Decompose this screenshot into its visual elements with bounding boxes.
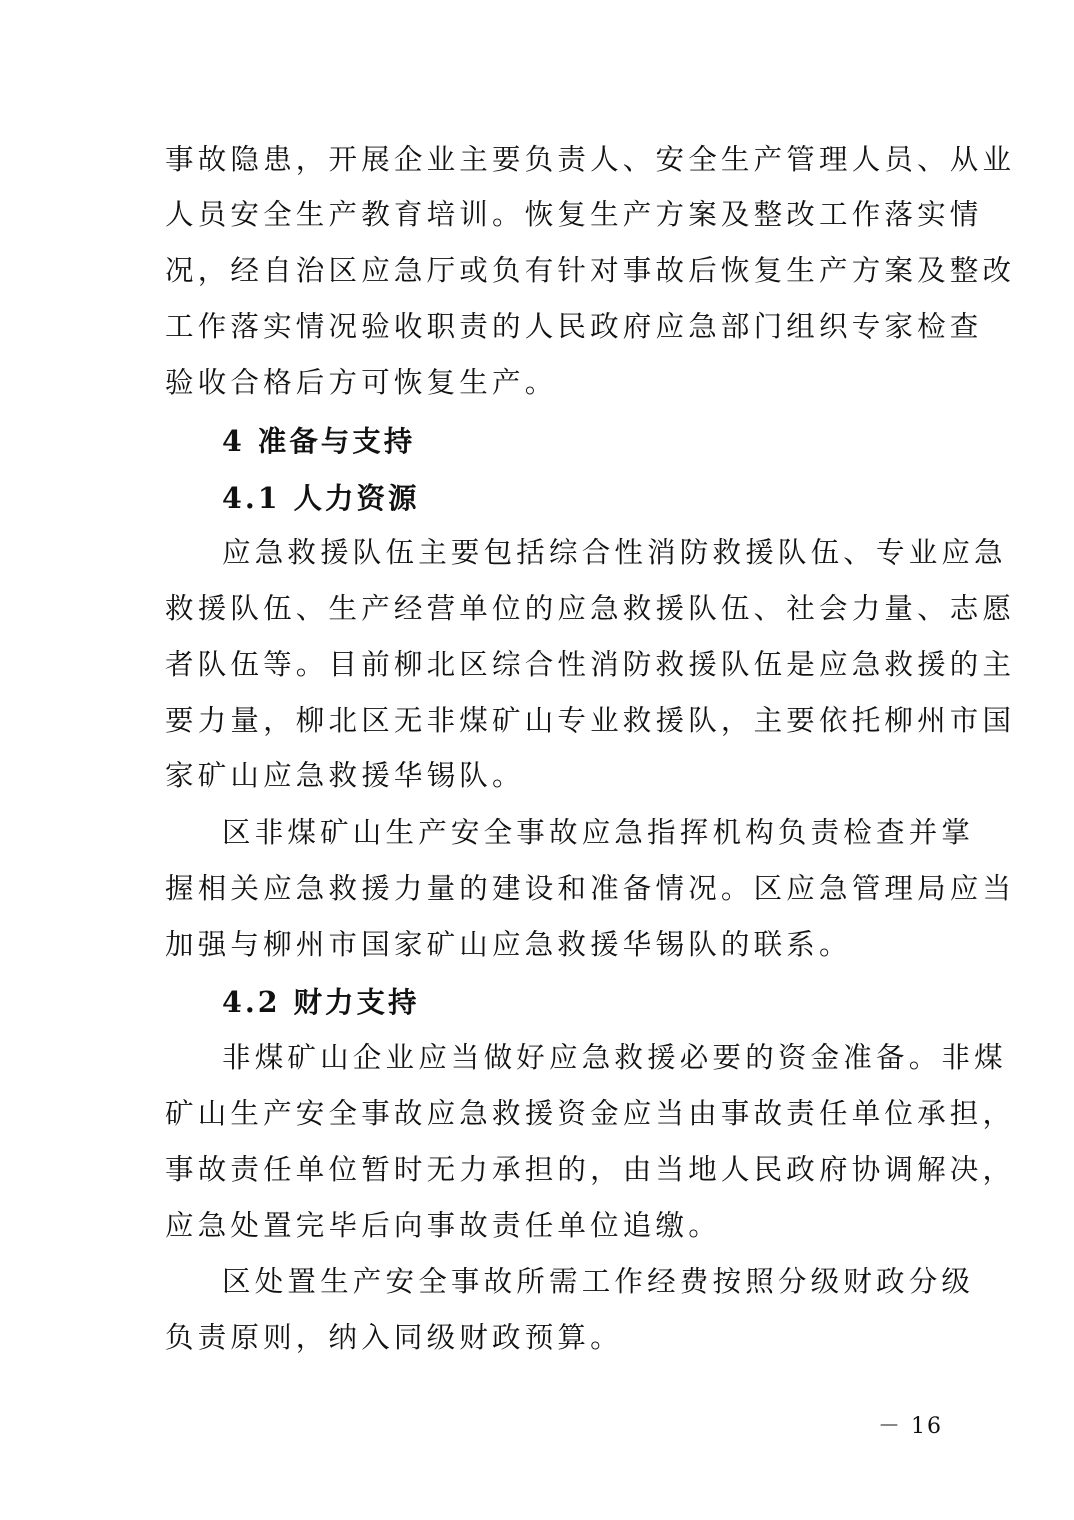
body-line: 者队伍等。目前柳北区综合性消防救援队伍是应急救援的主 <box>165 648 1016 681</box>
body-line: 事故责任单位暂时无力承担的，由当地人民政府协调解决， <box>165 1153 1016 1186</box>
body-line: 负责原则，纳入同级财政预算。 <box>165 1321 623 1354</box>
subsection-heading: 4.2 财力支持 <box>222 985 420 1019</box>
body-line: 要力量，柳北区无非煤矿山专业救援队，主要依托柳州市国 <box>165 704 1016 737</box>
body-line: 加强与柳州市国家矿山应急救援华锡队的联系。 <box>165 928 852 961</box>
body-line: 握相关应急救援力量的建设和准备情况。区应急管理局应当 <box>165 872 1016 905</box>
body-line: 工作落实情况验收职责的人民政府应急部门组织专家检查 <box>165 310 983 343</box>
paragraph-first-line: 区处置生产安全事故所需工作经费按照分级财政分级 <box>222 1265 975 1298</box>
paragraph-first-line: 非煤矿山企业应当做好应急救援必要的资金准备。非煤 <box>222 1041 1007 1074</box>
subsection-heading: 4.1 人力资源 <box>222 481 420 515</box>
body-line: 事故隐患，开展企业主要负责人、安全生产管理人员、从业 <box>165 143 1016 176</box>
body-line: 家矿山应急救援华锡队。 <box>165 759 525 792</box>
paragraph-first-line: 区非煤矿山生产安全事故应急指挥机构负责检查并掌 <box>222 816 975 849</box>
paragraph-first-line: 应急救援队伍主要包括综合性消防救援队伍、专业应急 <box>222 536 1007 569</box>
body-line: 救援队伍、生产经营单位的应急救援队伍、社会力量、志愿 <box>165 592 1016 625</box>
page-number: － 16 <box>878 1414 943 1439</box>
body-line: 况，经自治区应急厅或负有针对事故后恢复生产方案及整改 <box>165 254 1016 287</box>
body-line: 应急处置完毕后向事故责任单位追缴。 <box>165 1209 721 1242</box>
body-line: 验收合格后方可恢复生产。 <box>165 366 558 399</box>
section-heading: 4 准备与支持 <box>222 424 416 458</box>
body-line: 人员安全生产教育培训。恢复生产方案及整改工作落实情 <box>165 198 983 231</box>
body-line: 矿山生产安全事故应急救援资金应当由事故责任单位承担， <box>165 1097 1016 1130</box>
